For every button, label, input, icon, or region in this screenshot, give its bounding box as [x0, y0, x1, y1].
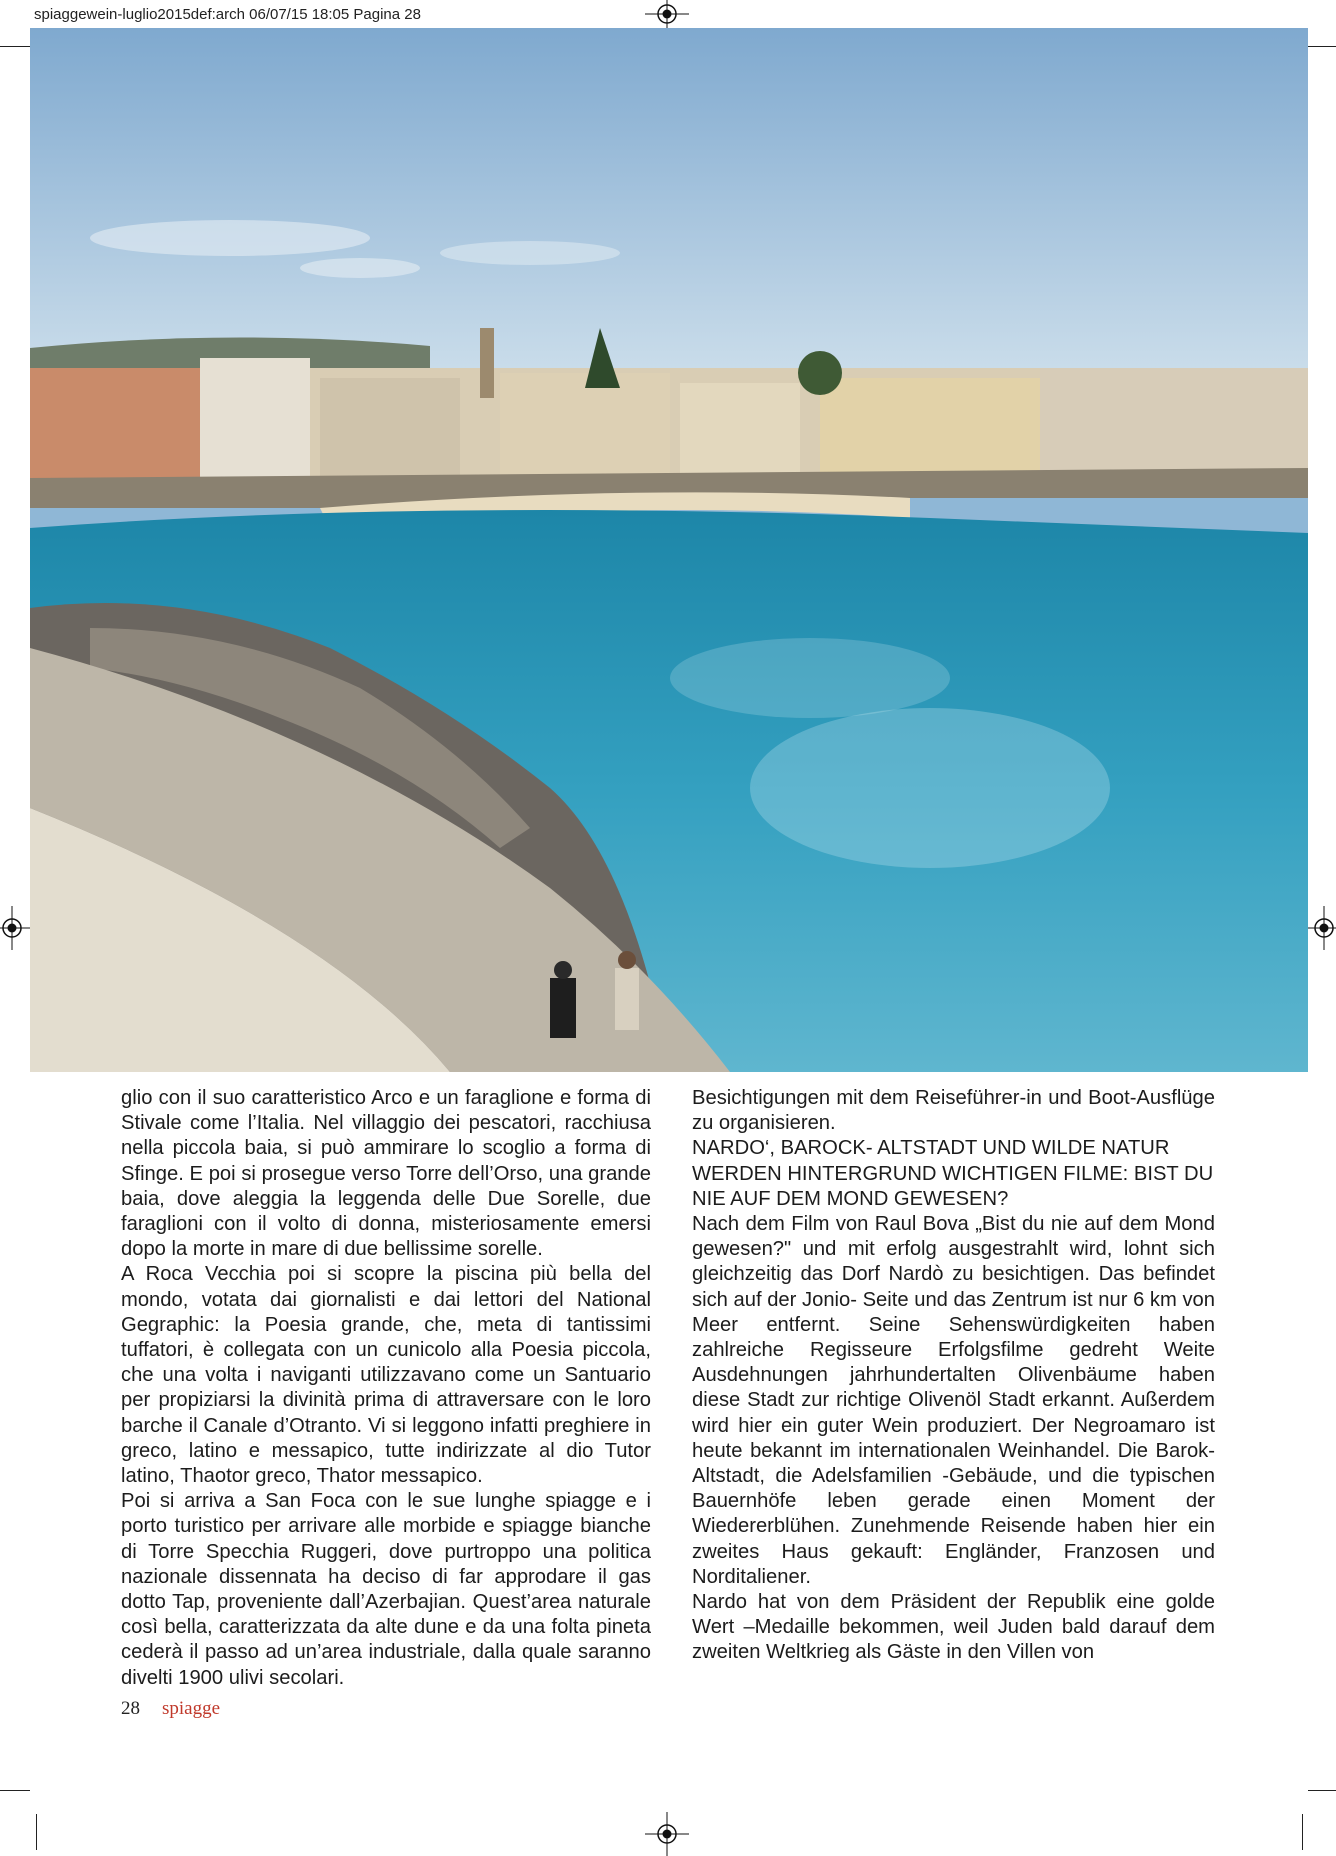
- crop-mark: [1302, 1814, 1303, 1850]
- print-slug: spiaggewein-luglio2015def:arch 06/07/15 18:05 Pagina 28: [34, 6, 421, 23]
- registration-mark-icon: [645, 1812, 689, 1856]
- crop-mark: [1308, 46, 1336, 47]
- paragraph: Poi si arriva a San Foca con le sue lunghe spiagge e i porto turistico per arrivare alle morbide e spiagge bianche di Torre Specchia Ruggeri, dove purtroppo una politica nazionale dissennata ha deciso di far approdare il gas dotto Tap, proveniente dall’Azerbajian. Quest’area naturale così bella, caratterizzata da alte dune e da una folta pineta cederà il passo ad un’area industriale, dalla quale saranno divelti 1900 ulivi secolari.: [121, 1490, 651, 1689]
- paragraph: glio con il suo caratteristico Arco e un faraglione e forma di Stivale come l’Italia. Nel villaggio dei pescatori, racchiusa nella piccola baia, si può ammirare lo scoglio a forma di Sfinge. E poi si prosegue verso Torre dell’Orso, una grande baia, dove aleggia la leggenda delle Due Sorelle, due faraglioni con il volto di donna, misteriosamente emersi dopo la morte in mare di due bellissime sorelle.: [121, 1087, 651, 1261]
- coastal-photo: [30, 28, 1308, 1072]
- page-number: 28: [121, 1698, 140, 1719]
- crop-mark: [0, 46, 30, 47]
- crop-mark: [36, 1814, 37, 1850]
- paragraph: Besichtigungen mit dem Reiseführer-in und Boot-Ausflüge zu organisieren.: [692, 1087, 1215, 1135]
- left-text-column: [121, 1086, 651, 1691]
- crop-mark: [1308, 1790, 1336, 1791]
- paragraph: A Roca Vecchia poi si scopre la piscina più bella del mondo, votata dai giornalisti e dai lettori del National Gegraphic: la Poesia grande, che, meta di tantissimi tuffatori, è collegata con un cunicolo alla Poesia piccola, che una volta i naviganti utilizzavano come un Santuario per propiziarsi la divinità prima di attraversare con le loro barche il Canale d’Otranto. Vi si leggono infatti preghiere in greco, latino e messapico, tutte indirizzate al dio Tutor latino, Thaotor greco, Thator messapico.: [121, 1263, 651, 1488]
- registration-mark-icon: [0, 906, 34, 950]
- section-name: spiagge: [162, 1698, 221, 1719]
- page-folio: [121, 1698, 220, 1720]
- paragraph: Nach dem Film von Raul Bova „Bist du nie auf dem Mond gewesen?" und mit erfolg ausgestrahlt wird, lohnt sich gleichzeitig das Dorf Nardò zu besichtigen. Das befindet sich auf der Jonio- Seite und das Zentrum ist nur 6 km von Meer entfernt. Seine Sehenswürdigkeiten haben zahlreiche Regisseure Erfolgsfilme gedreht Weite Ausdehnungen jahrhundertalten Olivenbäume haben diese Stadt zur richtige Olivenöl Stadt erkannt. Außerdem wird hier ein guter Wein produziert. Der Negroamaro ist heute bekannt im internationalen Weinhandel. Die Barok-Altstadt, die Adelsfamilien -Gebäude, und die typischen Bauernhöfe leben gerade einen Moment der Wiedererblühen. Zunehmende Reisende haben hier ein zweites Haus gekauft: Engländer, Franzosen und Norditaliener.: [692, 1213, 1215, 1588]
- paragraph: Nardo hat von dem Präsident der Republik eine golde Wert –Medaille bekommen, weil Juden bald darauf dem zweiten Weltkrieg als Gäste in den Villen von: [692, 1591, 1215, 1664]
- right-text-column: [692, 1086, 1215, 1666]
- seaside-town-illustration: [30, 28, 1308, 1072]
- crop-mark: [0, 1790, 30, 1791]
- section-heading: NARDO‘, BAROCK- ALTSTADT UND WILDE NATUR WERDEN HINTERGRUND WICHTIGEN FILME: BIST DU NIE AUF DEM MOND GEWESEN?: [692, 1137, 1214, 1210]
